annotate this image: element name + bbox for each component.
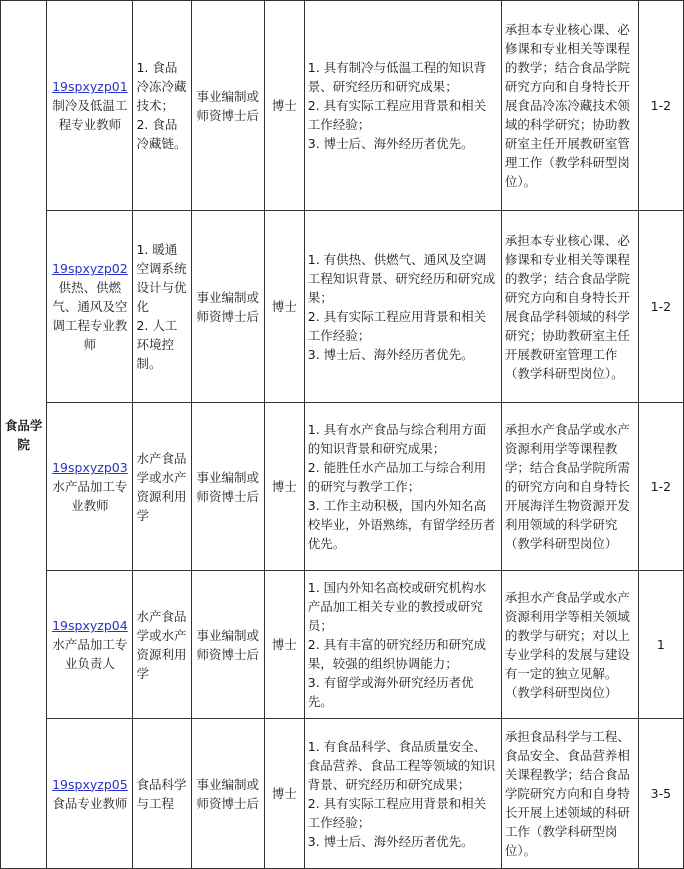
position-cell [47, 211, 133, 403]
field-line: 2. 食品冷藏链。 [136, 117, 187, 151]
requirement-line: 3. 工作主动积极，国内外知名高校毕业，外语熟练，有留学经历者优先。 [307, 498, 496, 551]
position-title: 制冷及低温工程专业教师 [52, 98, 128, 132]
field-line: 食品科学与工程 [136, 776, 187, 811]
requirement-line: 1. 具有制冷与低温工程的知识背景、研究经历和研究成果； [307, 60, 487, 94]
requirements-cell [304, 571, 501, 719]
requirement-line: 3. 博士后、海外经历者优先。 [307, 833, 474, 849]
education-cell: 博士 [264, 719, 304, 869]
department-cell [1, 1, 47, 869]
position-code-link[interactable]: 19spxyzp02 [52, 261, 128, 276]
requirement-line: 3. 博士后、海外经历者优先。 [307, 136, 474, 151]
position-title: 水产品加工专业教师 [52, 479, 128, 513]
department-name: 食品学院 [4, 417, 43, 452]
type-cell: 事业编制或师资博士后 [191, 719, 264, 869]
requirement-line: 2. 具有实际工程应用背景和相关工作经验； [307, 308, 487, 343]
field-cell [133, 719, 191, 869]
table-row [1, 571, 684, 719]
position-code-link[interactable]: 19spxyzp03 [52, 460, 128, 475]
requirement-line: 1. 国内外知名高校或研究机构水产品加工相关专业的教授或研究员； [307, 580, 487, 633]
field-line: 水产食品学或水产资源利用学 [136, 608, 187, 681]
requirements-cell [304, 1, 501, 211]
duty-cell: 承担本专业核心课、必修课和专业相关等课程的教学；结合食品学院研究方向和自身特长开展食品冷冻冷藏技术领域的科学研究；协助教研室主任开展教研室管理工作（教学科研型岗位）。 [501, 1, 638, 211]
duty-cell: 承担本专业核心课、必修课和专业相关等课程的教学；结合食品学院研究方向和自身特长开展食品学科领域的科学研究；协助教研室主任开展教研室管理工作（教学科研型岗位）。 [501, 211, 638, 403]
position-cell [47, 571, 133, 719]
field-line: 1. 暖通空调系统设计与优化 [136, 242, 187, 314]
field-line: 2. 人工环境控制。 [136, 318, 178, 371]
requirements-cell [304, 403, 501, 571]
position-title: 水产品加工专业负责人 [52, 637, 128, 671]
headcount-cell: 1 [638, 571, 683, 719]
field-cell [133, 403, 191, 571]
requirement-line: 1. 有食品科学、食品质量安全、食品营养、食品工程等领域的知识背景、研究经历和研究成果； [307, 738, 496, 792]
table-row [1, 1, 684, 211]
position-title: 供热、供燃气、通风及空调工程专业教师 [52, 280, 128, 352]
type-cell: 事业编制或师资博士后 [191, 403, 264, 571]
requirement-line: 3. 博士后、海外经历者优先。 [307, 346, 474, 362]
table-row [1, 211, 684, 403]
position-cell [47, 1, 133, 211]
education-cell: 博士 [264, 211, 304, 403]
requirement-line: 2. 具有实际工程应用背景和相关工作经验； [307, 98, 487, 132]
type-cell: 事业编制或师资博士后 [191, 571, 264, 719]
field-line: 1. 食品冷冻冷藏技术； [136, 60, 187, 113]
requirements-cell [304, 211, 501, 403]
duty-cell: 承担水产食品学或水产资源利用学等课程教学；结合食品学院所需的研究方向和自身特长开展海洋生物资源开发利用领域的科学研究（教学科研型岗位） [501, 403, 638, 571]
headcount-cell: 1-2 [638, 403, 683, 571]
position-cell [47, 719, 133, 869]
requirement-line: 1. 有供热、供燃气、通风及空调工程知识背景、研究经历和研究成果； [307, 251, 496, 305]
duty-cell: 承担食品科学与工程、食品安全、食品营养相关课程教学；结合食品学院研究方向和自身特长开展上述领域的科研工作（教学科研型岗位）。 [501, 719, 638, 869]
requirements-cell [304, 719, 501, 869]
table-row [1, 403, 684, 571]
headcount-cell: 3-5 [638, 719, 683, 869]
position-code-link[interactable]: 19spxyzp01 [52, 79, 128, 94]
requirement-line: 2. 具有实际工程应用背景和相关工作经验； [307, 795, 487, 830]
duty-cell: 承担水产食品学或水产资源利用学等相关领域的教学与研究；对以上专业学科的发展与建设有一定的独立见解。（教学科研型岗位） [501, 571, 638, 719]
requirement-line: 1. 具有水产食品与综合利用方面的知识背景和研究成果； [307, 422, 487, 456]
table-row [1, 719, 684, 869]
type-cell: 事业编制或师资博士后 [191, 211, 264, 403]
position-code-link[interactable]: 19spxyzp05 [52, 776, 128, 792]
type-cell: 事业编制或师资博士后 [191, 1, 264, 211]
field-line: 水产食品学或水产资源利用学 [136, 450, 187, 523]
headcount-cell: 1-2 [638, 211, 683, 403]
education-cell: 博士 [264, 403, 304, 571]
education-cell: 博士 [264, 1, 304, 211]
field-cell [133, 1, 191, 211]
position-title: 食品专业教师 [52, 795, 128, 811]
education-cell: 博士 [264, 571, 304, 719]
field-cell [133, 571, 191, 719]
field-cell [133, 211, 191, 403]
requirement-line: 2. 具有丰富的研究经历和研究成果，较强的组织协调能力； [307, 637, 487, 671]
position-code-link[interactable]: 19spxyzp04 [52, 618, 128, 633]
position-cell [47, 403, 133, 571]
requirement-line: 2. 能胜任水产品加工与综合利用的研究与教学工作； [307, 460, 487, 494]
headcount-cell: 1-2 [638, 1, 683, 211]
requirement-line: 3. 有留学或海外研究经历者优先。 [307, 675, 474, 709]
